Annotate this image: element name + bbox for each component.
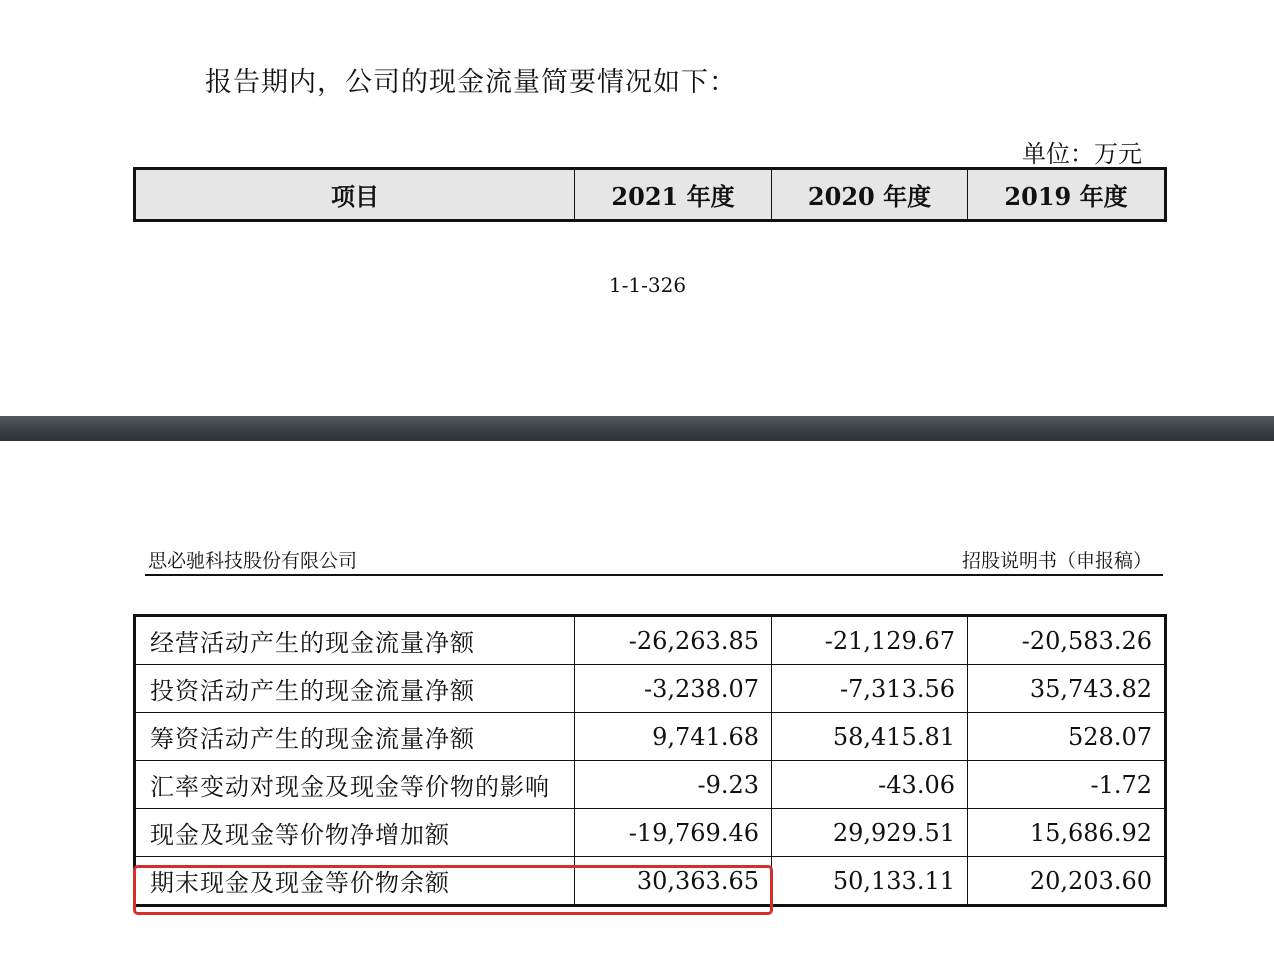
table-row — [135, 616, 1166, 665]
page-divider — [0, 416, 1274, 441]
intro-paragraph: 报告期内，公司的现金流量简要情况如下： — [205, 67, 737, 98]
cell-2020: -21,129.67 — [772, 616, 968, 665]
cell-2020: 50,133.11 — [772, 857, 968, 906]
company-name: 思必驰科技股份有限公司 — [148, 550, 358, 572]
cell-2021: -26,263.85 — [575, 616, 772, 665]
unit-label: 单位：万元 — [1022, 140, 1142, 168]
cell-2020: -7,313.56 — [772, 665, 968, 713]
document-type: 招股说明书（申报稿） — [962, 550, 1153, 572]
row-label: 投资活动产生的现金流量净额 — [135, 665, 575, 713]
cell-2021: 9,741.68 — [575, 713, 772, 761]
cell-2021: -9.23 — [575, 761, 772, 809]
header-2020: 2020 年度 — [772, 169, 968, 221]
header-row — [135, 169, 1166, 221]
table-row — [135, 713, 1166, 761]
header-item: 项目 — [135, 169, 575, 221]
cell-2020: 58,415.81 — [772, 713, 968, 761]
cell-2019: 528.07 — [968, 713, 1166, 761]
header-2019: 2019 年度 — [968, 169, 1166, 221]
table-row — [135, 761, 1166, 809]
row-label: 筹资活动产生的现金流量净额 — [135, 713, 575, 761]
row-label: 现金及现金等价物净增加额 — [135, 809, 575, 857]
cell-2019: 15,686.92 — [968, 809, 1166, 857]
cell-2021: -19,769.46 — [575, 809, 772, 857]
cell-2019: 20,203.60 — [968, 857, 1166, 906]
cell-2019: -20,583.26 — [968, 616, 1166, 665]
header-2021: 2021 年度 — [575, 169, 772, 221]
highlight-box — [133, 865, 773, 915]
page-number: 1-1-326 — [608, 273, 687, 297]
table-row — [135, 665, 1166, 713]
cashflow-table — [133, 614, 1167, 907]
row-label: 经营活动产生的现金流量净额 — [135, 616, 575, 665]
cell-2021: -3,238.07 — [575, 665, 772, 713]
cell-2019: 35,743.82 — [968, 665, 1166, 713]
header-table — [133, 167, 1167, 222]
table-row — [135, 809, 1166, 857]
cell-2020: -43.06 — [772, 761, 968, 809]
cell-2019: -1.72 — [968, 761, 1166, 809]
row-label: 汇率变动对现金及现金等价物的影响 — [135, 761, 575, 809]
row-label: 期末现金及现金等价物余额 — [135, 857, 575, 906]
running-header-rule — [145, 574, 1163, 576]
cell-2020: 29,929.51 — [772, 809, 968, 857]
cell-2021: 30,363.65 — [575, 857, 772, 906]
